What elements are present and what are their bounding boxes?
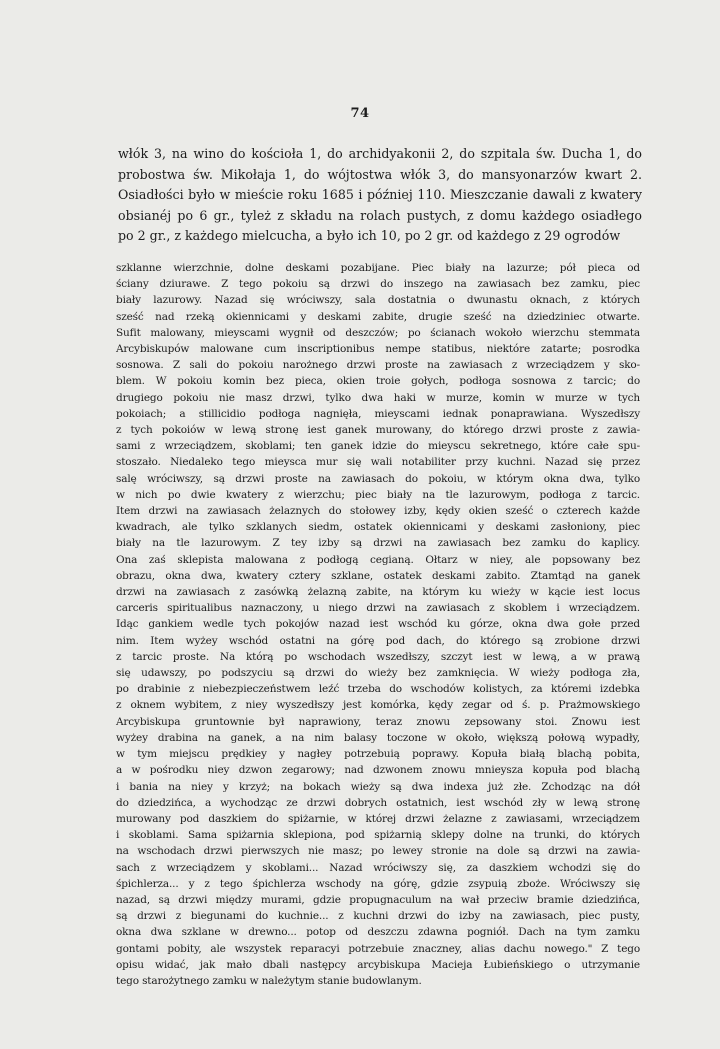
footnote-line: Arcybiskupa gruntownie był naprawiony, teraz znowu zepsowany stoi. Znowu iest [116,715,640,728]
footnote-line: drzwi na zawiasach z zasówką żelazną zabite, na którym ku wieży w kącie iest locus [116,586,640,599]
footnote-line: opisu widać, jak mało dbali następcy arcybiskupa Macieja Łubieńskiego o utrzymanie [116,958,640,971]
footnote-line: do dziedzińca, a wychodząc ze drzwi dobrych ostatnich, iest wschód zły w lewą stronę [116,796,640,809]
main-text-line: probostwa św. Mikołaja 1, do wójtostwa włók 3, do mansyonarzów kwart 2. [118,166,642,182]
footnote-line: w nich po dwie kwatery z wierzchu; piec biały na tle lazurowym, podłoga z tarcic. [116,488,640,501]
footnote-line: śpichlerza... y z tego śpichlerza wschody na górę, gdzie zsypuią zboże. Wróciwszy się [116,877,640,890]
footnote-line: stoszało. Niedaleko tego mieysca mur się wali notabiliter przy kuchni. Nazad się przez [116,456,640,469]
footnote-line: sosnowa. Z sali do pokoiu narożnego drzwi proste na zawiasach z wrzeciądzem y sko- [116,359,640,372]
footnote-line: nim. Item wyżey wschód ostatni na górę pod dach, do którego są zrobione drzwi [116,634,640,647]
footnote-line: z tych pokoiów w lewą stronę iest ganek murowany, do którego drzwi proste z zawia- [116,424,640,437]
footnote-text [116,260,640,989]
footnote-line: sami z wrzeciądzem, skoblami; ten ganek idzie do mieyscu sekretnego, które całe spu- [116,440,640,453]
footnote-line: biały lazurowy. Nazad się wróciwszy, sala dostatnia o dwunastu oknach, z których [116,294,640,307]
footnote-line: kwadrach, ale tylko szklanych siedm, ostatek okiennicami y deskami zasłoniony, piec [116,521,640,534]
main-text-line: Osiadłości było w mieście roku 1685 i później 110. Mieszczanie dawali z kwatery [118,187,642,202]
footnote-line: blem. W pokoiu komin bez pieca, okien troie gołych, podłoga sosnowa z tarcic; do [116,375,640,388]
footnote-line: po drabinie z niebezpieczeństwem leźć trzeba do wschodów kolistych, za któremi izdebka [116,683,640,696]
footnote-line: Item drzwi na zawiasach żelaznych do stołowey izby, kędy okien sześć o czterech każde [116,505,640,518]
footnote-line: gontami pobity, ale wszystek reparacyi potrzebuie znaczney, alias dachu nowego." Z tego [116,942,640,955]
footnote-line: sach z wrzeciądzem y skoblami... Nazad wróciwszy się, za daszkiem wchodzi się do [116,861,640,874]
footnote-line: i bania na niey y krzyż; na bokach wieży są dwa indexa już złe. Zchodząc na dół [116,780,640,793]
page-number: 74 [350,106,370,121]
footnote-line: sześć nad rzeką okiennicami y deskami zabite, drugie sześć na dziedziniec otwarte. [116,310,640,323]
footnote-line: Arcybiskupów malowane cum inscriptionibus nempe statibus, niektóre zatarte; posrodka [116,343,640,356]
main-text-line: po 2 gr., z każdego mielcucha, a było ich 10, po 2 gr. od każdego z 29 ogrodów [118,228,621,243]
footnote-line: nazad, są drzwi między murami, gdzie propugnaculum na wał przeciw bramie dziedzińca, [116,893,640,906]
footnote-line: wyżey drabina na ganek, a na nim balasy toczone w około, większą połową wypadły, [116,731,640,744]
footnote-line: pokoiach; a stillicidio podłoga nagnięła, mieyscami iednak ponaprawiana. Wyszedłszy [116,407,640,420]
main-text-line: obsianéj po 6 gr., tyleż z składu na rolach pustych, z domu każdego osiadłego [118,207,642,223]
footnote-line: są drzwi z biegunami do kuchnie... z kuchni drzwi do izby na zawiasach, piec pusty, [116,910,640,923]
footnote-line: z tarcic proste. Na którą po wschodach wszedłszy, szczyt iest w lewą, a w prawą [116,650,640,663]
footnote-line: obrazu, okna dwa, kwatery cztery szklane, ostatek deskami zabito. Ztamtąd na ganek [116,569,640,582]
footnote-line: szklanne wierzchnie, dolne deskami pozabijane. Piec biały na lazurze; pół pieca od [116,262,640,274]
footnote-line: w tym miejscu prędkiey y nagłey potrzebuią poprawy. Kopuła białą blachą pobita, [116,748,640,761]
footnote-line: Sufit malowany, mieyscami wygnił od deszczów; po ścianach wokoło wierzchu stemmata [116,326,640,339]
footnote-line: się udawszy, po podszyciu są drzwi do wieży bez zamknięcia. W wieży podłoga zła, [116,667,640,680]
main-text [118,144,642,247]
footnote-line: Ona zaś sklepista malowana z podłogą cegianą. Ołtarz w niey, ale popsowany bez [116,553,640,566]
footnote-line: okna dwa szklane w drewno... potop od deszczu zdawna pogniół. Dach na tym zamku [116,926,640,939]
footnote-line: murowany pod daszkiem do spiżarnie, w której drzwi żelazne z zawiasami, wrzeciądzem [116,812,640,825]
footnote-line: biały na tle lazurowym. Z tey izby są drzwi na zawiasach bez zamku do kaplicy. [116,537,640,550]
footnote-line: tego starożytnego zamku w należytym stanie budowlanym. [116,974,422,987]
footnote-line: drugiego pokoiu nie masz drzwi, tylko dwa haki w murze, komin w murze w tych [116,391,640,404]
footnote-line: Idąc gankiem wedle tych pokojów nazad iest wschód ku górze, okna dwa gołe przed [116,618,640,631]
footnote-line: a w pośrodku niey dzwon zegarowy; nad dzwonem znowu mnieysza kopuła pod blachą [116,764,640,777]
footnote-line: i skoblami. Sama spiżarnia sklepiona, pod spiżarnią sklepy dolne na trunki, do których [116,829,640,842]
footnote-line: na wschodach drzwi pierwszych nie masz; po lewey stronie na dole są drzwi na zawia- [116,845,640,858]
footnote-line: carceris spiritualibus naznaczony, u niego drzwi na zawiasach z skoblem i wrzeciądzem. [116,602,640,615]
main-text-line: włók 3, na wino do kościoła 1, do archidyakonii 2, do szpitala św. Ducha 1, do [118,146,642,161]
footnote-line: ściany dziurawe. Z tego pokoiu są drzwi do inszego na zawiasach bez zamku, piec [116,278,640,291]
footnote-line: z oknem wybitem, z niey wyszedłszy jest komórka, kędy zegar od ś. p. Prażmowskiego [116,699,640,712]
footnote-line: salę wróciwszy, są drzwi proste na zawiasach do pokoiu, w którym okna dwa, tylko [116,472,640,485]
